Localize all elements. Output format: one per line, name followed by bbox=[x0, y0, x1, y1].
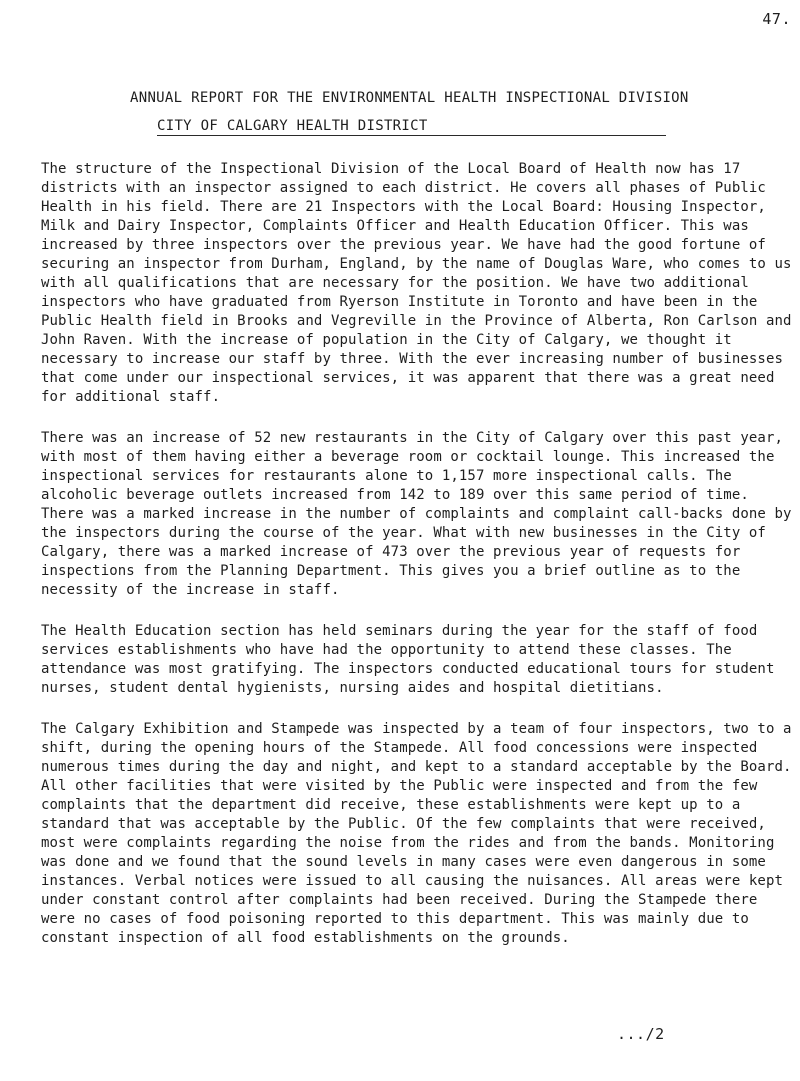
page-number: 47. bbox=[762, 10, 791, 28]
paragraph-stampede-inspection: The Calgary Exhibition and Stampede was inspected by a team of four inspectors, two to a shift, during the opening hours of the Stampede. All food concessions were inspected numerous times during the day and night, and kept to a standard acceptable by the Board. All other facilities that were visited by the Public were inspected and from the few complaints that the department did receive, these establishments were kept up to a standard that was acceptable by the Public. Of the few complaints that were received, most were complaints regarding the noise from the rides and from the bands. Monitoring was done and we found that the sound levels in many cases were even dangerous in some instances. Verbal notices were issued to all causing the nuisances. All areas were kept under constant control after complaints had been received. During the Stampede there were no cases of food poisoning reported to this department. This was mainly due to constant inspection of all food establishments on the grounds. bbox=[41, 721, 792, 946]
paragraph-restaurant-increase: There was an increase of 52 new restaurants in the City of Calgary over this past year, with most of them having either a beverage room or cocktail lounge. This increased the inspectional services for restaurants alone to 1,157 more inspectional calls. The alcoholic beverage outlets increased from 142 to 189 over this same period of time. There was a marked increase in the number of complaints and complaint call-backs done by the inspectors during the course of the year. What with new businesses in the City of Calgary, there was a marked increase of 473 over the previous year of requests for inspections from the Planning Department. This gives you a brief outline as to the necessity of the increase in staff. bbox=[41, 430, 792, 598]
report-body bbox=[41, 160, 793, 970]
paragraph-health-education: The Health Education section has held seminars during the year for the staff of food services establishments who have had the opportunity to attend these classes. The attendance was most gratifying. The inspectors conducted educational tours for student nurses, student dental hygienists, nursing aides and hospital dietitians. bbox=[41, 623, 775, 696]
report-title: ANNUAL REPORT FOR THE ENVIRONMENTAL HEALTH INSPECTIONAL DIVISION bbox=[130, 90, 689, 106]
report-subtitle: CITY OF CALGARY HEALTH DISTRICT bbox=[157, 118, 666, 136]
paragraph-inspectional-structure: The structure of the Inspectional Division of the Local Board of Health now has 17 districts with an inspector assigned to each district. He covers all phases of Public Health in his field. There are 21 Inspectors with the Local Board: Housing Inspector, Milk and Dairy Inspector, Complaints Officer and Health Education Officer. This was increased by three inspectors over the previous year. We have had the good fortune of securing an inspector from Durham, England, by the name of Douglas Ware, who comes to us with all qualifications that are necessary for the position. We have two additional inspectors who have graduated from Ryerson Institute in Toronto and have been in the Public Health field in Brooks and Vegreville in the Province of Alberta, Ron Carlson and John Raven. With the increase of population in the City of Calgary, we thought it necessary to increase our staff by three. With the ever increasing number of businesses that come under our inspectional services, it was apparent that there was a great need for additional staff. bbox=[41, 161, 792, 405]
continuation-marker: .../2 bbox=[617, 1025, 665, 1043]
